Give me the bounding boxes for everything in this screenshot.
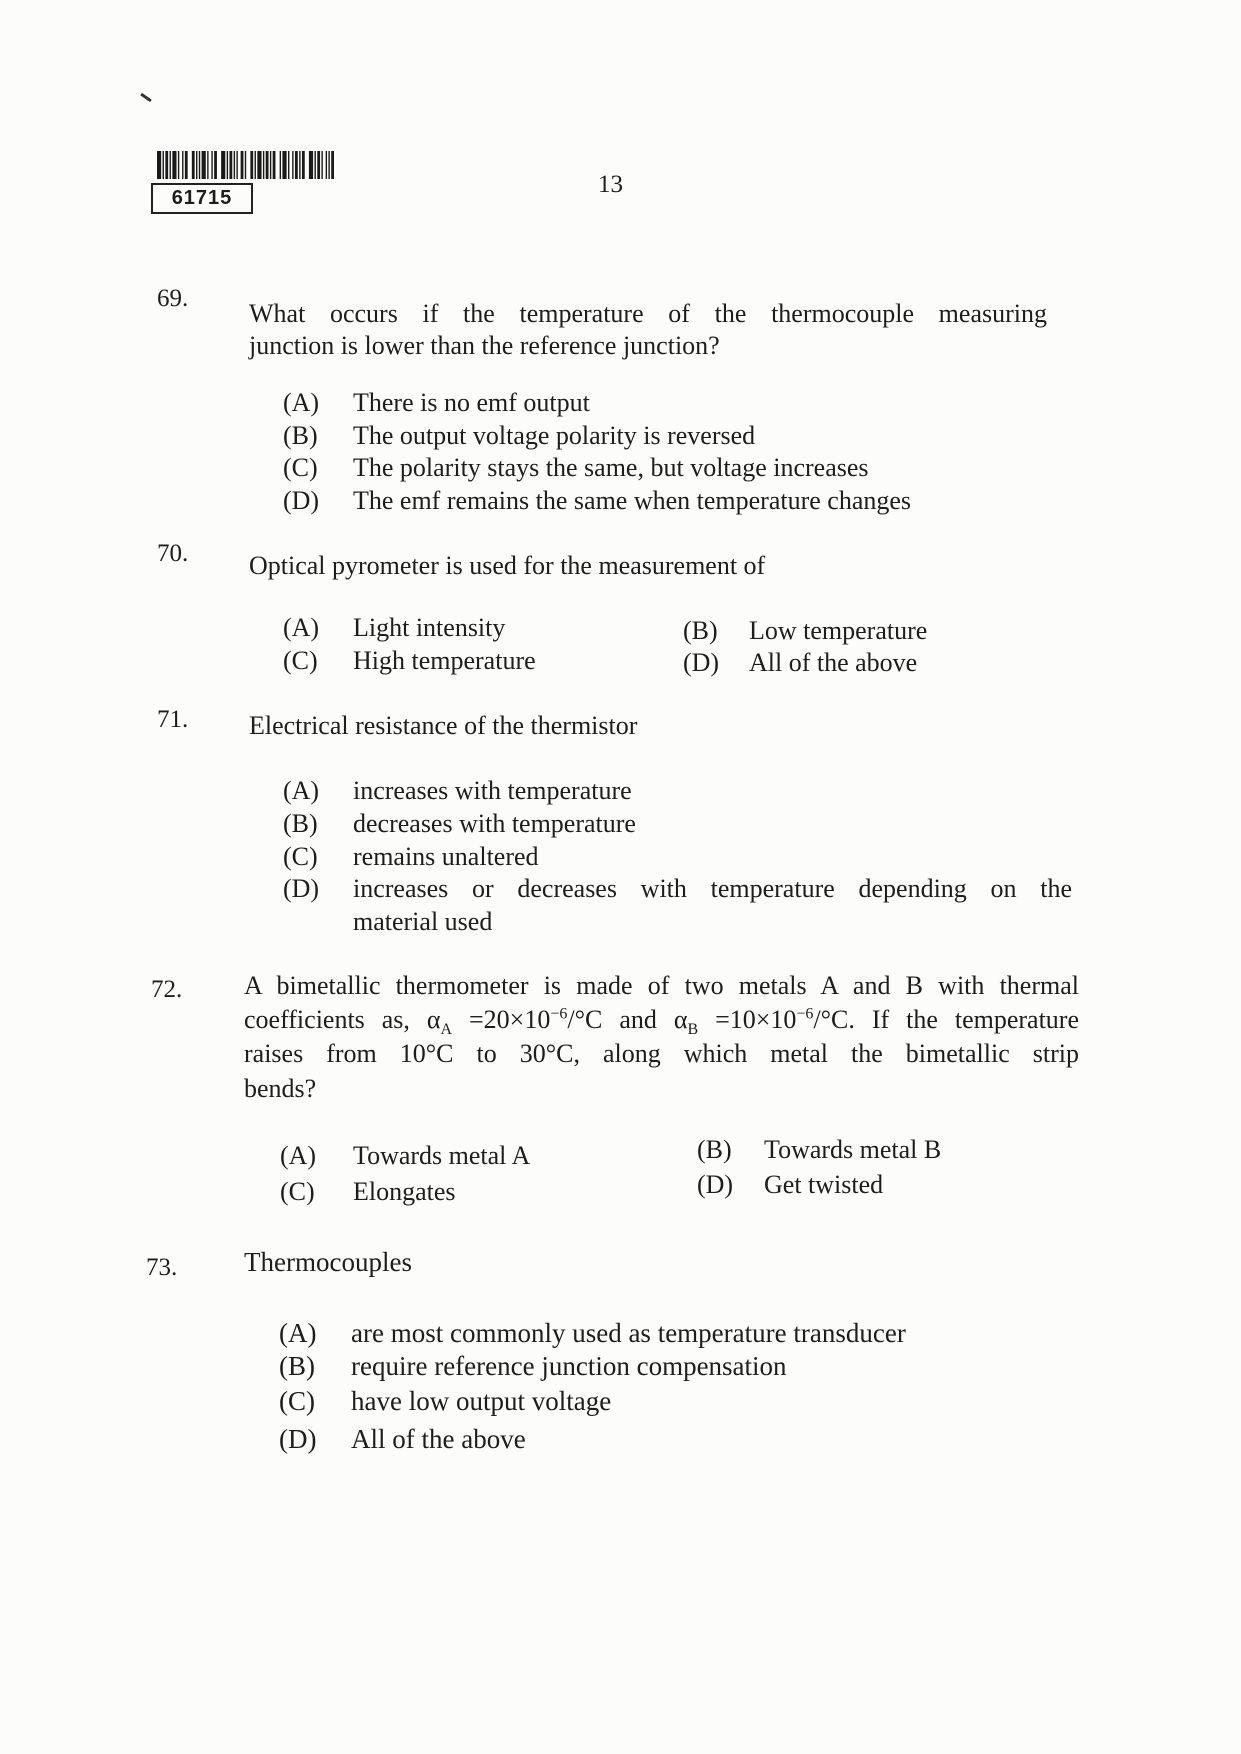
superscript: −6 <box>796 1005 814 1023</box>
question-text-line: Electrical resistance of the thermistor <box>249 711 638 740</box>
option-text: increases or decreases with temperature depending on the <box>353 874 1072 903</box>
barcode-bar <box>182 151 183 179</box>
option-text: require reference junction compensation <box>351 1351 787 1381</box>
question-number: 70. <box>157 540 189 567</box>
option-text: The polarity stays the same, but voltage increases <box>353 453 869 482</box>
barcode-bar <box>302 151 305 179</box>
option-text: All of the above <box>749 648 918 677</box>
barcode-bar <box>211 151 212 179</box>
question-text-line: raises from 10°C to 30°C, along which metal the bimetallic strip <box>244 1039 1079 1068</box>
barcode-bar <box>178 151 179 179</box>
text-segment: coefficients as, α <box>244 1005 441 1034</box>
option-label: (B) <box>283 809 318 838</box>
option-label: (A) <box>283 776 320 805</box>
option-label: (C) <box>279 1386 315 1416</box>
option-label: (A) <box>279 1318 317 1348</box>
barcode-bar <box>321 151 322 179</box>
option-label: (C) <box>283 646 318 675</box>
option-label: (B) <box>283 421 318 450</box>
barcode-bar <box>234 151 235 179</box>
barcode-bar <box>331 151 334 179</box>
option-text: material used <box>353 907 493 936</box>
barcode-bar <box>245 151 246 179</box>
option-text: decreases with temperature <box>353 809 636 838</box>
scan-mark <box>140 93 152 102</box>
subscript: A <box>440 1021 453 1039</box>
barcode-bar <box>172 151 176 179</box>
barcode-bar <box>295 151 298 179</box>
option-text: Elongates <box>353 1177 456 1206</box>
question-text-line: A bimetallic thermometer is made of two metals A and B with thermal <box>244 971 1079 1000</box>
barcode-bar <box>227 151 228 179</box>
barcode-bar <box>280 151 281 179</box>
barcode-bar <box>229 151 232 179</box>
option-label: (A) <box>283 613 320 642</box>
option-text: increases with temperature <box>353 776 632 805</box>
barcode-bar <box>250 151 253 179</box>
option-label: (C) <box>283 842 318 871</box>
option-text: The emf remains the same when temperature changes <box>353 486 912 515</box>
barcode-bar <box>221 151 225 179</box>
barcode-bar <box>170 151 171 179</box>
barcode-bar <box>292 151 293 179</box>
option-label: (D) <box>683 648 720 677</box>
barcode-bar <box>163 151 164 179</box>
barcode-bar <box>326 151 327 179</box>
option-text: Towards metal A <box>353 1141 531 1170</box>
option-label: (D) <box>697 1170 734 1199</box>
barcode-bar <box>202 151 206 179</box>
option-text: High temperature <box>353 646 536 675</box>
question-number: 71. <box>157 706 189 733</box>
barcode-bar <box>328 151 329 179</box>
page-number: 13 <box>598 171 623 198</box>
option-text: Towards metal B <box>764 1135 942 1164</box>
barcode-bar <box>282 151 286 179</box>
question-text-line: Optical pyrometer is used for the measurement of <box>249 551 766 580</box>
barcode-bar <box>273 151 276 179</box>
text-segment: /°C. If the temperature <box>813 1005 1080 1034</box>
barcode-bar <box>288 151 289 179</box>
superscript: −6 <box>550 1005 568 1023</box>
text-segment: =10×10 <box>698 1005 797 1034</box>
barcode-bar <box>241 151 244 179</box>
option-text: All of the above <box>351 1424 526 1454</box>
question-text-line: What occurs if the temperature of the thermocouple measuring <box>249 299 1047 328</box>
barcode-bar <box>314 151 315 179</box>
barcode-bar <box>214 151 217 179</box>
barcode-bar <box>192 151 195 179</box>
barcode-bar <box>263 151 264 179</box>
option-label: (C) <box>283 453 318 482</box>
barcode-bar <box>157 151 161 179</box>
question-number: 73. <box>146 1254 178 1281</box>
barcode <box>157 151 334 179</box>
question-number: 72. <box>151 976 183 1003</box>
question-text-line <box>244 1004 1080 1039</box>
question-number: 69. <box>157 285 189 312</box>
barcode-bar <box>309 151 313 179</box>
option-label: (C) <box>280 1177 315 1206</box>
barcode-bar <box>257 151 261 179</box>
barcode-bar <box>266 151 269 179</box>
barcode-bar <box>199 151 200 179</box>
option-label: (B) <box>279 1351 315 1381</box>
option-text: Light intensity <box>353 613 506 642</box>
barcode-bar <box>317 151 320 179</box>
question-text-line: bends? <box>244 1074 317 1103</box>
barcode-bar <box>236 151 237 179</box>
option-text: There is no emf output <box>353 388 590 417</box>
option-label: (A) <box>283 388 320 417</box>
option-text: Low temperature <box>749 616 928 645</box>
option-text: have low output voltage <box>351 1386 612 1416</box>
option-label: (D) <box>283 486 320 515</box>
barcode-bar <box>255 151 256 179</box>
option-label: (B) <box>697 1135 732 1164</box>
option-text: remains unaltered <box>353 842 539 871</box>
barcode-bar <box>270 151 271 179</box>
text-segment: /°C and α <box>567 1005 688 1034</box>
question-text-line: junction is lower than the reference junction? <box>249 331 720 360</box>
option-label: (B) <box>683 616 718 645</box>
option-text: Get twisted <box>764 1170 884 1199</box>
option-label: (A) <box>280 1141 317 1170</box>
option-text: The output voltage polarity is reversed <box>353 421 756 450</box>
barcode-bar <box>196 151 197 179</box>
question-text-line: Thermocouples <box>244 1247 412 1277</box>
barcode-bar <box>299 151 300 179</box>
barcode-bar <box>207 151 208 179</box>
barcode-bar <box>185 151 188 179</box>
option-label: (D) <box>279 1424 317 1454</box>
text-segment: =20×10 <box>452 1005 551 1034</box>
subscript: B <box>687 1021 699 1039</box>
option-label: (D) <box>283 874 320 903</box>
option-text: are most commonly used as temperature transducer <box>351 1318 906 1348</box>
exam-code-box: 61715 <box>151 183 253 214</box>
barcode-bar <box>165 151 168 179</box>
